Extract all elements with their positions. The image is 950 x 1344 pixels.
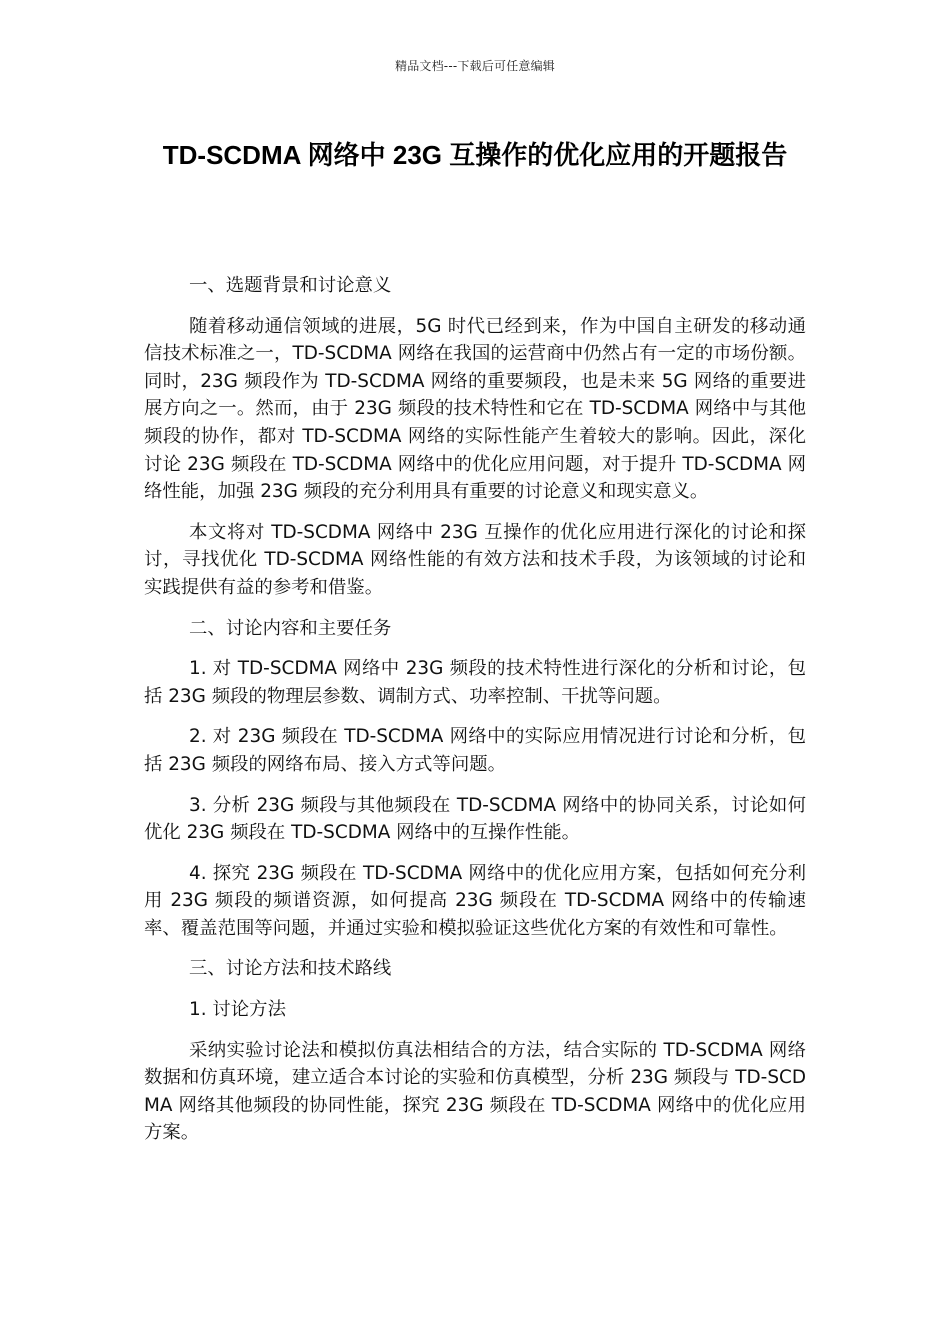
list-item: 3. 分析 23G 频段与其他频段在 TD-SCDMA 网络中的协同关系，讨论如何优化 23G 频段在 TD-SCDMA 网络中的互操作性能。	[144, 794, 806, 844]
paragraph-background: 随着移动通信领域的进展，5G 时代已经到来，作为中国自主研发的移动通信技术标准之一，TD-SCDMA 网络在我国的运营商中仍然占有一定的市场份额。同时，23G 频段作为 TD-SCDMA 网络的重要频段，也是未来 5G 网络的重要进展方向之一。然而，由于 23G 频段的技术特性和它在 TD-SCDMA 网络中与其他频段的协作，都对 TD-SCDMA 网络的实际性能产生着较大的影响。因此，深化讨论 23G 频段在 TD-SCDMA 网络中的优化应用问题，对于提升 TD-SCDMA 网络性能，加强 23G 频段的充分利用具有重要的讨论意义和现实意义。	[144, 315, 806, 503]
section-heading-content: 二、讨论内容和主要任务	[189, 617, 392, 639]
header-note: 精品文档---下载后可任意编辑	[395, 59, 555, 73]
paragraph-purpose: 本文将对 TD-SCDMA 网络中 23G 互操作的优化应用进行深化的讨论和探讨，寻找优化 TD-SCDMA 网络性能的有效方法和技术手段，为该领域的讨论和实践提供有益的参考和借鉴。	[144, 521, 806, 598]
document-body	[144, 272, 806, 1160]
section-heading-background: 一、选题背景和讨论意义	[189, 275, 392, 296]
document-title: TD-SCDMA 网络中 23G 互操作的优化应用的开题报告	[162, 140, 788, 170]
list-item: 2. 对 23G 频段在 TD-SCDMA 网络中的实际应用情况进行讨论和分析，包括 23G 频段的网络布局、接入方式等问题。	[144, 726, 806, 775]
section-heading-method: 三、讨论方法和技术路线	[189, 958, 392, 980]
paragraph-method: 采纳实验讨论法和模拟仿真法相结合的方法，结合实际的 TD-SCDMA 网络数据和仿真环境，建立适合本讨论的实验和仿真模型，分析 23G 频段与 TD-SCDMA 网络其他频段的协同性能，探究 23G 频段在 TD-SCDMA 网络中的优化应用方案。	[144, 1039, 806, 1144]
list-item: 1. 对 TD-SCDMA 网络中 23G 频段的技术特性进行深化的分析和讨论，包括 23G 频段的物理层参数、调制方式、功率控制、干扰等问题。	[144, 658, 806, 707]
list-item: 4. 探究 23G 频段在 TD-SCDMA 网络中的优化应用方案，包括如何充分利用 23G 频段的频谱资源，如何提高 23G 频段在 TD-SCDMA 网络中的传输速率、覆盖范围等问题，并通过实验和模拟验证这些优化方案的有效性和可靠性。	[144, 862, 806, 939]
subsection-heading-method: 1. 讨论方法	[189, 999, 286, 1021]
